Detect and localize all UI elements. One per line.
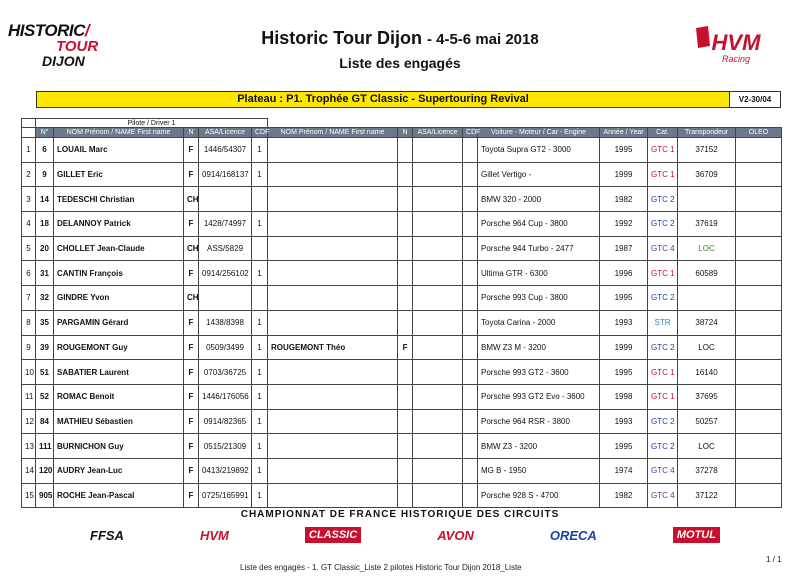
driver1-licence: 0509/3499 — [199, 335, 252, 360]
driver2-name — [268, 360, 398, 385]
entry-list-table — [21, 118, 782, 508]
driver2-cdf — [463, 162, 478, 187]
driver1-cdf: 1 — [252, 360, 268, 385]
entry-number: 31 — [36, 261, 54, 286]
driver2-cdf — [463, 261, 478, 286]
oleo — [736, 335, 782, 360]
driver1-name: ROCHE Jean-Pascal — [54, 483, 184, 508]
col-header: NOM Prénom / NAME First name — [54, 128, 184, 138]
car-category: GTC 4 — [648, 458, 678, 483]
driver2-name — [268, 434, 398, 459]
car-year: 1996 — [600, 261, 648, 286]
driver1-licence: 0914/168137 — [199, 162, 252, 187]
driver2-name — [268, 384, 398, 409]
oleo — [736, 162, 782, 187]
driver2-nationality: F — [398, 335, 413, 360]
driver1-cdf — [252, 236, 268, 261]
driver1-nationality: F — [184, 138, 199, 163]
entry-number: 51 — [36, 360, 54, 385]
driver2-licence — [413, 236, 463, 261]
oleo — [736, 483, 782, 508]
driver1-cdf: 1 — [252, 458, 268, 483]
driver1-cdf: 1 — [252, 310, 268, 335]
entry-number: 14 — [36, 187, 54, 212]
driver2-nationality — [398, 286, 413, 311]
col-header: N — [398, 128, 413, 138]
driver1-name: DELANNOY Patrick — [54, 212, 184, 237]
driver1-cdf: 1 — [252, 138, 268, 163]
driver1-nationality: F — [184, 384, 199, 409]
row-index: 11 — [22, 384, 36, 409]
driver2-name — [268, 483, 398, 508]
row-index: 8 — [22, 310, 36, 335]
driver1-licence: 0914/256102 — [199, 261, 252, 286]
document-header — [200, 28, 600, 71]
car-year: 1995 — [600, 434, 648, 459]
sponsor-logo: HVM — [199, 527, 229, 543]
driver2-name — [268, 138, 398, 163]
row-index: 5 — [22, 236, 36, 261]
driver2-cdf — [463, 434, 478, 459]
car-engine: Porsche 964 RSR - 3800 — [478, 409, 600, 434]
driver1-name: ROUGEMONT Guy — [54, 335, 184, 360]
table-row — [22, 409, 782, 434]
car-engine: BMW Z3 - 3200 — [478, 434, 600, 459]
car-engine: MG B - 1950 — [478, 458, 600, 483]
table-row — [22, 483, 782, 508]
row-index: 1 — [22, 138, 36, 163]
oleo — [736, 434, 782, 459]
entry-number: 20 — [36, 236, 54, 261]
col-header: N° — [36, 128, 54, 138]
driver2-licence — [413, 162, 463, 187]
table-row — [22, 360, 782, 385]
col-header: CDF — [463, 128, 478, 138]
driver2-nationality — [398, 360, 413, 385]
sponsor-logo: FFSA — [90, 527, 124, 543]
sponsor-logo: ORECA — [549, 527, 597, 543]
driver2-name — [268, 187, 398, 212]
oleo — [736, 212, 782, 237]
driver1-licence: 1446/176056 — [199, 384, 252, 409]
driver1-cdf: 1 — [252, 162, 268, 187]
driver2-licence — [413, 261, 463, 286]
row-index: 6 — [22, 261, 36, 286]
driver1-cdf — [252, 187, 268, 212]
car-engine: Gillet Vertigo - — [478, 162, 600, 187]
driver2-licence — [413, 310, 463, 335]
car-engine: Porsche 993 Cup - 3800 — [478, 286, 600, 311]
driver2-nationality — [398, 409, 413, 434]
driver1-name: LOUAIL Marc — [54, 138, 184, 163]
car-year: 1992 — [600, 212, 648, 237]
transponder: 50257 — [678, 409, 736, 434]
driver1-nationality: F — [184, 409, 199, 434]
table-row — [22, 310, 782, 335]
driver1-licence: 0413/219892 — [199, 458, 252, 483]
championship-title: CHAMPIONNAT DE FRANCE HISTORIQUE DES CIRCUITS — [240, 509, 560, 520]
driver2-cdf — [463, 286, 478, 311]
driver1-licence: 0703/36725 — [199, 360, 252, 385]
driver1-cdf: 1 — [252, 409, 268, 434]
logo-line-tour: TOUR — [56, 38, 99, 55]
driver2-nationality — [398, 310, 413, 335]
col-header: N — [184, 128, 199, 138]
driver2-licence — [413, 286, 463, 311]
driver1-nationality: F — [184, 310, 199, 335]
driver1-name: MATHIEU Sébastien — [54, 409, 184, 434]
entry-number: 6 — [36, 138, 54, 163]
car-category: GTC 4 — [648, 236, 678, 261]
logo-line-dijon: DIJON — [42, 53, 85, 69]
car-year: 1999 — [600, 162, 648, 187]
driver1-name: BURNICHON Guy — [54, 434, 184, 459]
col-header: Transpondeur — [678, 128, 736, 138]
driver1-name: CANTIN François — [54, 261, 184, 286]
driver1-name: CHOLLET Jean-Claude — [54, 236, 184, 261]
hvm-racing-logo — [690, 24, 780, 68]
driver1-group-header: Pilote / Driver 1 — [36, 119, 268, 128]
oleo — [736, 384, 782, 409]
driver1-nationality: F — [184, 434, 199, 459]
transponder: 36709 — [678, 162, 736, 187]
driver2-nationality — [398, 458, 413, 483]
entry-number: 18 — [36, 212, 54, 237]
event-dates: - 4-5-6 mai 2018 — [426, 31, 539, 48]
entry-number: 84 — [36, 409, 54, 434]
driver2-name — [268, 310, 398, 335]
oleo — [736, 286, 782, 311]
document-footer: Liste des engagés - 1. GT Classic_Liste 2 pilotes Historic Tour Dijon 2018_Liste — [240, 563, 522, 572]
car-category: GTC 1 — [648, 138, 678, 163]
driver2-cdf — [463, 236, 478, 261]
driver2-name — [268, 261, 398, 286]
driver2-cdf — [463, 187, 478, 212]
sponsor-strip — [90, 522, 720, 548]
driver2-cdf — [463, 458, 478, 483]
entry-number: 32 — [36, 286, 54, 311]
car-year: 1993 — [600, 310, 648, 335]
driver2-cdf — [463, 384, 478, 409]
driver2-cdf — [463, 212, 478, 237]
driver1-nationality: F — [184, 458, 199, 483]
historic-tour-logo: HISTORIC/ TOUR DIJON — [8, 22, 118, 72]
driver1-cdf: 1 — [252, 261, 268, 286]
row-index: 9 — [22, 335, 36, 360]
car-engine: Porsche 928 S - 4700 — [478, 483, 600, 508]
oleo — [736, 360, 782, 385]
driver2-nationality — [398, 212, 413, 237]
driver1-licence: 0725/165991 — [199, 483, 252, 508]
driver1-licence: 0515/21309 — [199, 434, 252, 459]
driver2-licence — [413, 138, 463, 163]
entry-number: 905 — [36, 483, 54, 508]
driver2-nationality — [398, 261, 413, 286]
oleo — [736, 138, 782, 163]
driver2-licence — [413, 335, 463, 360]
page-subtitle: Liste des engagés — [339, 55, 461, 71]
driver1-nationality: F — [184, 335, 199, 360]
driver2-cdf — [463, 483, 478, 508]
row-index: 14 — [22, 458, 36, 483]
driver2-nationality — [398, 138, 413, 163]
row-index: 2 — [22, 162, 36, 187]
transponder: 37152 — [678, 138, 736, 163]
table-row — [22, 236, 782, 261]
transponder: 37695 — [678, 384, 736, 409]
table-row — [22, 335, 782, 360]
oleo — [736, 187, 782, 212]
table-row — [22, 458, 782, 483]
driver1-nationality: F — [184, 162, 199, 187]
driver2-name — [268, 458, 398, 483]
driver2-nationality — [398, 187, 413, 212]
col-header: NOM Prénom / NAME First name — [268, 128, 398, 138]
sponsor-logo: AVON — [437, 527, 474, 543]
col-header: ASA/Licence — [413, 128, 463, 138]
table-column-header — [22, 128, 782, 138]
driver1-nationality: F — [184, 261, 199, 286]
car-year: 1974 — [600, 458, 648, 483]
car-category: STR — [648, 310, 678, 335]
car-category: GTC 2 — [648, 434, 678, 459]
driver1-name: SABATIER Laurent — [54, 360, 184, 385]
transponder — [678, 187, 736, 212]
driver2-nationality — [398, 162, 413, 187]
entry-number: 52 — [36, 384, 54, 409]
row-index: 10 — [22, 360, 36, 385]
entry-number: 120 — [36, 458, 54, 483]
table-row — [22, 138, 782, 163]
page-number: 1 / 1 — [766, 555, 782, 564]
car-engine: Porsche 944 Turbo - 2477 — [478, 236, 600, 261]
car-year: 1999 — [600, 335, 648, 360]
table-row — [22, 212, 782, 237]
car-category: GTC 2 — [648, 409, 678, 434]
driver1-licence: 1428/74997 — [199, 212, 252, 237]
transponder: 37619 — [678, 212, 736, 237]
driver2-licence — [413, 434, 463, 459]
transponder: LOC — [678, 236, 736, 261]
car-year: 1995 — [600, 138, 648, 163]
row-index: 3 — [22, 187, 36, 212]
transponder: LOC — [678, 335, 736, 360]
driver1-nationality: CH — [184, 236, 199, 261]
driver1-licence — [199, 286, 252, 311]
col-header: OLEO — [736, 128, 782, 138]
driver1-cdf: 1 — [252, 483, 268, 508]
table-row — [22, 187, 782, 212]
document-version: V2-30/04 — [738, 95, 772, 104]
driver2-name — [268, 286, 398, 311]
table-row — [22, 286, 782, 311]
car-engine: Toyota Supra GT2 - 3000 — [478, 138, 600, 163]
car-engine: Porsche 993 GT2 Evo - 3600 — [478, 384, 600, 409]
car-year: 1993 — [600, 409, 648, 434]
driver2-name — [268, 409, 398, 434]
car-year: 1995 — [600, 286, 648, 311]
plateau-bar — [36, 91, 781, 108]
driver1-name: GILLET Eric — [54, 162, 184, 187]
driver2-cdf — [463, 360, 478, 385]
car-year: 1982 — [600, 483, 648, 508]
car-engine: BMW Z3 M - 3200 — [478, 335, 600, 360]
row-index: 13 — [22, 434, 36, 459]
car-engine: Porsche 964 Cup - 3800 — [478, 212, 600, 237]
car-engine: Ultima GTR - 6300 — [478, 261, 600, 286]
driver1-licence — [199, 187, 252, 212]
table-row — [22, 261, 782, 286]
driver1-licence: 1438/8398 — [199, 310, 252, 335]
driver1-licence: 0914/82365 — [199, 409, 252, 434]
driver1-licence: 1446/54307 — [199, 138, 252, 163]
transponder: LOC — [678, 434, 736, 459]
driver2-licence — [413, 483, 463, 508]
driver1-name: PARGAMIN Gérard — [54, 310, 184, 335]
car-year: 1982 — [600, 187, 648, 212]
driver2-licence — [413, 212, 463, 237]
driver2-licence — [413, 384, 463, 409]
driver2-licence — [413, 458, 463, 483]
oleo — [736, 236, 782, 261]
page-title — [200, 28, 600, 49]
oleo — [736, 261, 782, 286]
sponsor-logo: CLASSIC — [305, 527, 361, 543]
car-category: GTC 2 — [648, 187, 678, 212]
table-group-header — [22, 119, 782, 128]
table-row — [22, 434, 782, 459]
driver1-cdf: 1 — [252, 384, 268, 409]
table-row — [22, 162, 782, 187]
col-header: CDF — [252, 128, 268, 138]
car-category: GTC 4 — [648, 483, 678, 508]
driver2-licence — [413, 409, 463, 434]
row-index: 4 — [22, 212, 36, 237]
driver1-cdf: 1 — [252, 434, 268, 459]
col-header: Année / Year — [600, 128, 648, 138]
driver2-nationality — [398, 236, 413, 261]
driver1-nationality: F — [184, 212, 199, 237]
car-category: GTC 1 — [648, 261, 678, 286]
car-engine: BMW 320 - 2000 — [478, 187, 600, 212]
car-year: 1987 — [600, 236, 648, 261]
driver1-cdf — [252, 286, 268, 311]
driver1-cdf: 1 — [252, 335, 268, 360]
driver2-nationality — [398, 384, 413, 409]
transponder: 37278 — [678, 458, 736, 483]
driver2-cdf — [463, 310, 478, 335]
driver1-nationality: F — [184, 483, 199, 508]
car-category: GTC 2 — [648, 286, 678, 311]
car-category: GTC 1 — [648, 162, 678, 187]
driver2-cdf — [463, 409, 478, 434]
driver2-licence — [413, 360, 463, 385]
col-header: ASA/Licence — [199, 128, 252, 138]
transponder: 16140 — [678, 360, 736, 385]
driver2-licence — [413, 187, 463, 212]
entry-number: 9 — [36, 162, 54, 187]
entry-number: 39 — [36, 335, 54, 360]
driver2-cdf — [463, 138, 478, 163]
transponder — [678, 286, 736, 311]
car-category: GTC 2 — [648, 335, 678, 360]
row-index: 7 — [22, 286, 36, 311]
logo-line-historic: HISTORIC — [8, 21, 85, 40]
driver1-nationality: CH — [184, 187, 199, 212]
driver2-nationality — [398, 434, 413, 459]
sponsor-logo: MOTUL — [673, 527, 720, 543]
driver2-name — [268, 162, 398, 187]
entry-number: 111 — [36, 434, 54, 459]
row-index: 12 — [22, 409, 36, 434]
car-category: GTC 1 — [648, 360, 678, 385]
event-name: Historic Tour Dijon — [261, 28, 422, 48]
driver2-name — [268, 236, 398, 261]
transponder: 60589 — [678, 261, 736, 286]
driver1-nationality: F — [184, 360, 199, 385]
driver2-cdf — [463, 335, 478, 360]
table-row — [22, 384, 782, 409]
driver1-name: AUDRY Jean-Luc — [54, 458, 184, 483]
car-category: GTC 1 — [648, 384, 678, 409]
driver1-nationality: CH — [184, 286, 199, 311]
plateau-title: Plateau : P1. Trophée GT Classic - Supertouring Revival — [37, 92, 730, 107]
driver1-name: TEDESCHI Christian — [54, 187, 184, 212]
driver1-name: GINDRE Yvon — [54, 286, 184, 311]
transponder: 38724 — [678, 310, 736, 335]
car-engine: Porsche 993 GT2 - 3600 — [478, 360, 600, 385]
hvm-logo-tagline: Racing — [721, 54, 751, 64]
car-year: 1995 — [600, 360, 648, 385]
driver1-cdf: 1 — [252, 212, 268, 237]
col-header: Voiture - Moteur / Car - Engine — [478, 128, 600, 138]
driver1-name: ROMAC Benoit — [54, 384, 184, 409]
car-year: 1998 — [600, 384, 648, 409]
oleo — [736, 409, 782, 434]
row-index: 15 — [22, 483, 36, 508]
driver2-name: ROUGEMONT Théo — [268, 335, 398, 360]
oleo — [736, 458, 782, 483]
driver2-nationality — [398, 483, 413, 508]
col-header: Cat. — [648, 128, 678, 138]
driver2-name — [268, 212, 398, 237]
entry-number: 35 — [36, 310, 54, 335]
transponder: 37122 — [678, 483, 736, 508]
oleo — [736, 310, 782, 335]
hvm-logo-text: HVM — [711, 30, 761, 55]
car-category: GTC 2 — [648, 212, 678, 237]
car-engine: Toyota Carina - 2000 — [478, 310, 600, 335]
driver1-licence: ASS/5829 — [199, 236, 252, 261]
